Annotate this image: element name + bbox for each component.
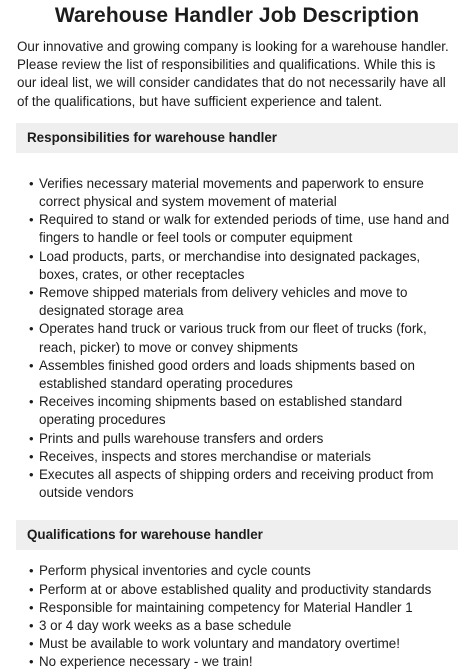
list-item: • No experience necessary - we train! [29, 653, 458, 671]
list-item: • Receives incoming shipments based on established standard operating procedures [29, 394, 403, 428]
list-item: • Required to stand or walk for extended periods of time, use hand and fingers to handle or feel tools or computer equipment [29, 212, 450, 246]
list-item: • Assembles finished good orders and loads shipments based on established standard operating procedures [29, 357, 415, 392]
qualifications-list [16, 562, 458, 671]
bullet-icon: • [29, 581, 34, 597]
list-item: • Remove shipped materials from delivery vehicles and move to designated storage area [29, 285, 408, 319]
bullet-icon: • [29, 357, 34, 373]
list-item: • 3 or 4 day work weeks as a base schedule [29, 617, 458, 635]
list-item: • Perform physical inventories and cycle counts [29, 562, 458, 580]
responsibilities-list [16, 175, 458, 503]
bullet-icon: • [29, 430, 34, 446]
list-item: • Operates hand truck or various truck from our fleet of trucks (fork, reach, picker) to move or convey shipments [29, 321, 427, 355]
bullet-icon: • [29, 636, 34, 652]
responsibilities-heading: Responsibilities for warehouse handler [16, 123, 458, 153]
bullet-icon: • [29, 321, 34, 337]
bullet-icon: • [29, 394, 34, 410]
list-item: • Executes all aspects of shipping orders and receiving product from outside vendors [29, 467, 434, 501]
bullet-icon: • [29, 618, 34, 634]
list-item: • Load products, parts, or merchandise into designated packages, boxes, crates, or other receptacles [29, 248, 421, 282]
bullet-icon: • [29, 654, 34, 670]
bullet-icon: • [29, 599, 34, 615]
list-item: • Perform at or above established quality and productivity standards [29, 581, 458, 599]
qualifications-heading: Qualifications for warehouse handler [16, 520, 458, 550]
list-item: • Must be available to work voluntary and mandatory overtime! [29, 635, 458, 653]
bullet-icon: • [29, 285, 34, 301]
bullet-icon: • [29, 248, 34, 264]
page-title: Warehouse Handler Job Description [54, 4, 420, 27]
list-item: • Verifies necessary material movements and paperwork to ensure correct physical and system movement of material [29, 175, 424, 210]
bullet-icon: • [29, 563, 34, 579]
list-item: • Responsible for maintaining competency for Material Handler 1 [29, 599, 458, 617]
intro-paragraph: Our innovative and growing company is looking for a warehouse handler. Please review the list of responsibilities and qualifications. While this is our ideal list, we will consider candidates that do not necessarily have all of the qualifications, but have sufficient experience and talent. [17, 39, 449, 109]
bullet-icon: • [29, 448, 34, 464]
bullet-icon: • [29, 467, 34, 483]
bullet-icon: • [29, 212, 34, 228]
list-item: • Prints and pulls warehouse transfers and orders [29, 430, 458, 448]
bullet-icon: • [29, 175, 34, 191]
list-item: • Receives, inspects and stores merchandise or materials [29, 448, 458, 466]
